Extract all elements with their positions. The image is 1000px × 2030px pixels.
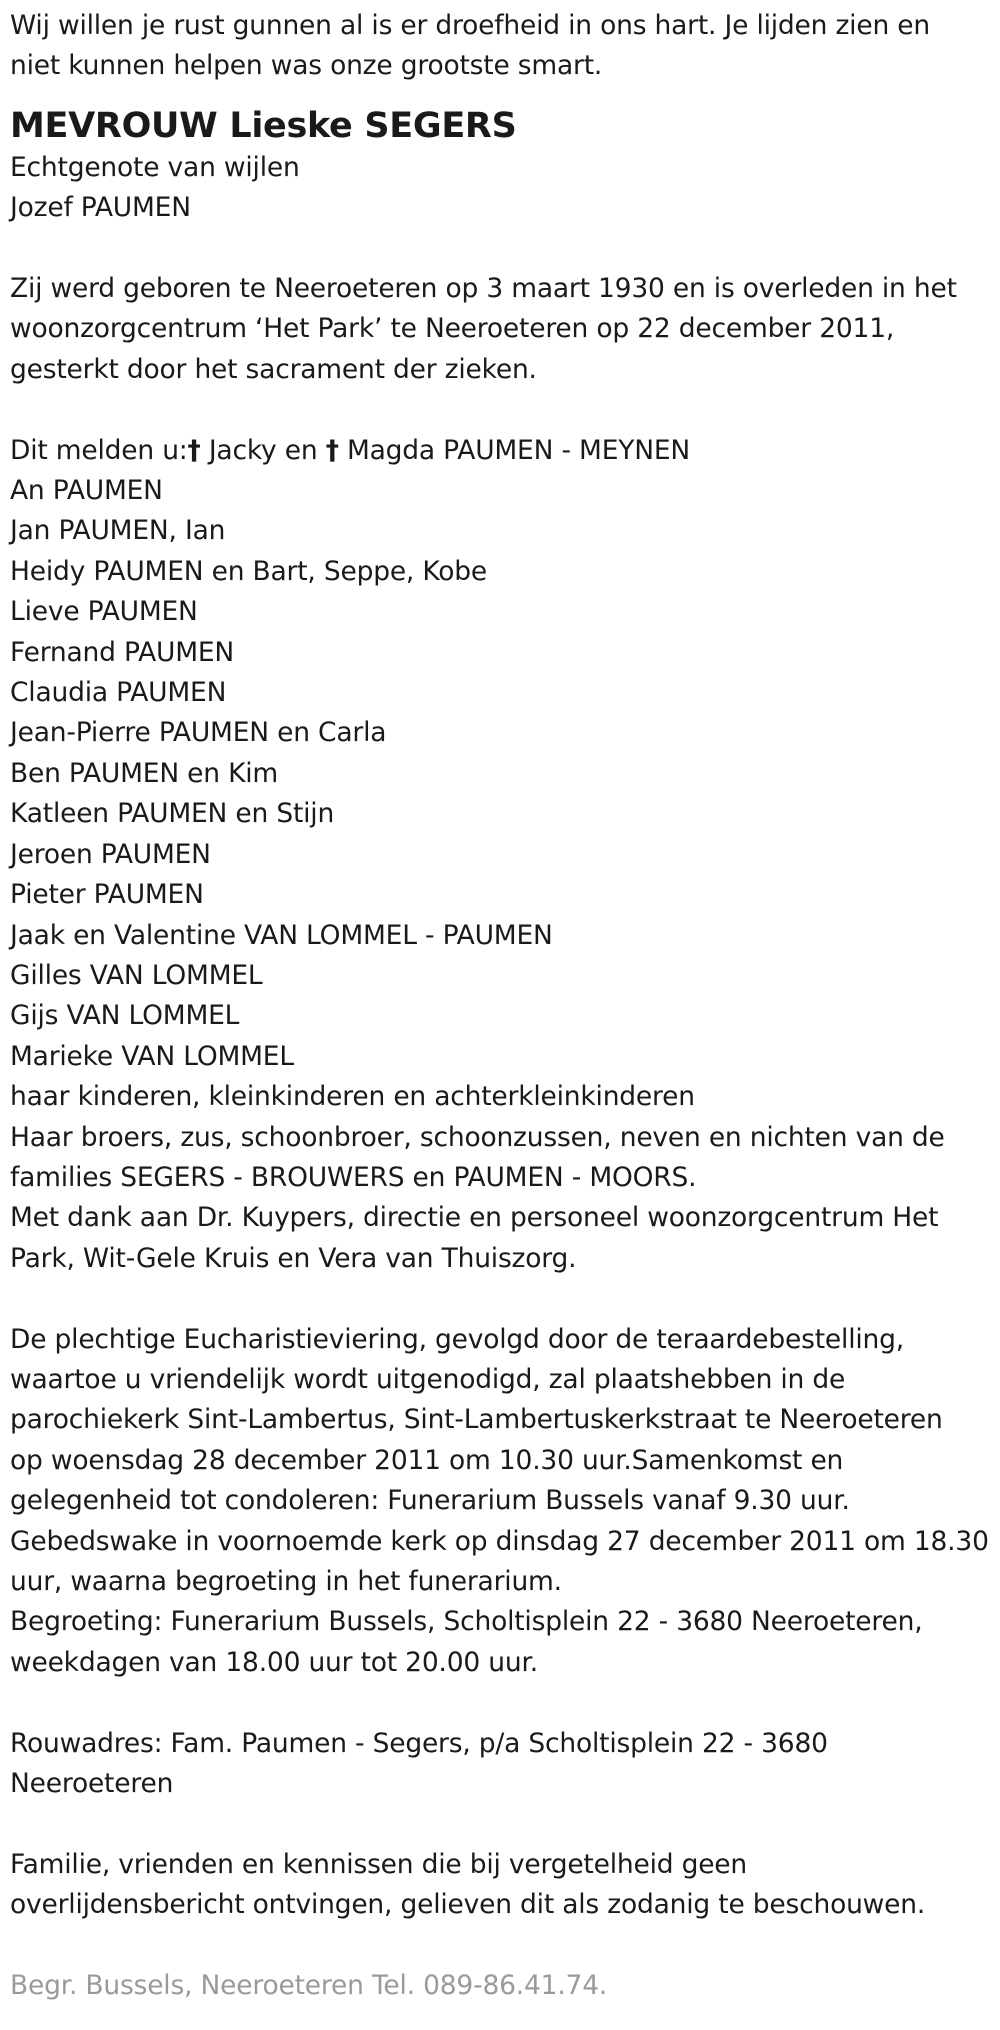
announcer-line: Marieke VAN LOMMEL — [10, 1040, 294, 1072]
ceremony-block — [10, 1320, 990, 1684]
announcers-prefix: Dit melden u: — [10, 434, 188, 466]
spacer — [10, 1279, 990, 1319]
spacer — [10, 1804, 990, 1844]
announcer-line: Fernand PAUMEN — [10, 636, 235, 668]
announcer-line: Jaak en Valentine VAN LOMMEL - PAUMEN — [10, 919, 553, 951]
funeral-home-footer: Begr. Bussels, Neeroeteren Tel. 089-86.41.74. — [10, 1970, 608, 2001]
ceremony-line: weekdagen van 18.00 uur tot 20.00 uur. — [10, 1646, 538, 1678]
birth-death-block — [10, 269, 990, 390]
siblings-line: Haar broers, zus, schoonbroer, schoonzussen, neven en nichten van de — [10, 1121, 945, 1153]
announcer-line: Katleen PAUMEN en Stijn — [10, 798, 335, 830]
announcer-line: Claudia PAUMEN — [10, 677, 227, 709]
thanks-line: Met dank aan Dr. Kuypers, directie en personeel woonzorgcentrum Het — [10, 1202, 939, 1234]
spacer — [10, 229, 990, 269]
grandchildren-line: haar kinderen, kleinkinderen en achterkleinkinderen — [10, 1081, 695, 1113]
ceremony-line: waartoe u vriendelijk wordt uitgenodigd, zal plaatshebben in de — [10, 1363, 846, 1395]
announcer-line: Jeroen PAUMEN — [10, 838, 211, 870]
intro-line: Wij willen je rust gunnen al is er droefheid in ons hart. Je lijden zien en — [10, 10, 930, 41]
announcer-line: Pieter PAUMEN — [10, 879, 204, 911]
address-line: Neeroeteren — [10, 1768, 174, 1799]
announcer-line: Heidy PAUMEN en Bart, Seppe, Kobe — [10, 555, 487, 587]
announcer-line: Ben PAUMEN en Kim — [10, 757, 279, 789]
birth-death-line: gesterkt door het sacrament der zieken. — [10, 353, 537, 385]
spouse-name: Jozef PAUMEN — [10, 192, 191, 224]
announcer-line: An PAUMEN — [10, 475, 163, 507]
ceremony-line: parochiekerk Sint-Lambertus, Sint-Lambertuskerkstraat te Neeroeteren — [10, 1404, 943, 1436]
address-line: Rouwadres: Fam. Paumen - Segers, p/a Scholtisplein 22 - 3680 — [10, 1727, 828, 1759]
relation-line: Echtgenote van wijlen — [10, 151, 300, 183]
address-block — [10, 1724, 990, 1805]
announcer-line: Gilles VAN LOMMEL — [10, 959, 263, 991]
intro-verse — [10, 6, 990, 87]
thanks-line: Park, Wit-Gele Kruis en Vera van Thuiszorg. — [10, 1242, 577, 1274]
announcer-line: Jean-Pierre PAUMEN en Carla — [10, 717, 387, 749]
ceremony-line: op woensdag 28 december 2011 om 10.30 uur.Samenkomst en — [10, 1444, 844, 1476]
announcer-line: Gijs VAN LOMMEL — [10, 1000, 240, 1032]
ceremony-line: Gebedswake in voornoemde kerk op dinsdag 27 december 2011 om 18.30 — [10, 1525, 989, 1557]
ceremony-line: gelegenheid tot condoleren: Funerarium Bussels vanaf 9.30 uur. — [10, 1485, 850, 1517]
notice-block — [10, 1845, 990, 1926]
ceremony-line: Begroeting: Funerarium Bussels, Scholtisplein 22 - 3680 Neeroeteren, — [10, 1606, 923, 1638]
ceremony-line: De plechtige Eucharistieviering, gevolgd door de teraardebestelling, — [10, 1323, 904, 1355]
announcer-name: Jacky en — [200, 434, 326, 466]
siblings-line: families SEGERS - BROUWERS en PAUMEN - MOORS. — [10, 1161, 697, 1193]
cross-icon: † — [187, 434, 201, 466]
notice-line: Familie, vrienden en kennissen die bij vergetelheid geen — [10, 1848, 748, 1880]
cross-icon: † — [325, 434, 339, 466]
deceased-name: MEVROUW Lieske SEGERS — [10, 105, 517, 146]
announcers-first-line — [10, 431, 990, 471]
intro-line: niet kunnen helpen was onze grootste smart. — [10, 50, 603, 82]
birth-death-line: Zij werd geboren te Neeroeteren op 3 maart 1930 en is overleden in het — [10, 273, 957, 305]
announcer-line: Lieve PAUMEN — [10, 596, 198, 628]
ceremony-line: uur, waarna begroeting in het funerarium. — [10, 1565, 562, 1597]
announcer-name: Magda PAUMEN - MEYNEN — [338, 434, 691, 466]
relation-block — [10, 148, 990, 229]
birth-death-line: woonzorgcentrum ‘Het Park’ te Neeroeteren op 22 december 2011, — [10, 313, 895, 345]
spacer — [10, 390, 990, 430]
announcers-block — [10, 431, 990, 1280]
spacer — [10, 1683, 990, 1723]
notice-line: overlijdensbericht ontvingen, gelieven dit als zodanig te beschouwen. — [10, 1889, 926, 1921]
announcer-line: Jan PAUMEN, Ian — [10, 515, 226, 547]
